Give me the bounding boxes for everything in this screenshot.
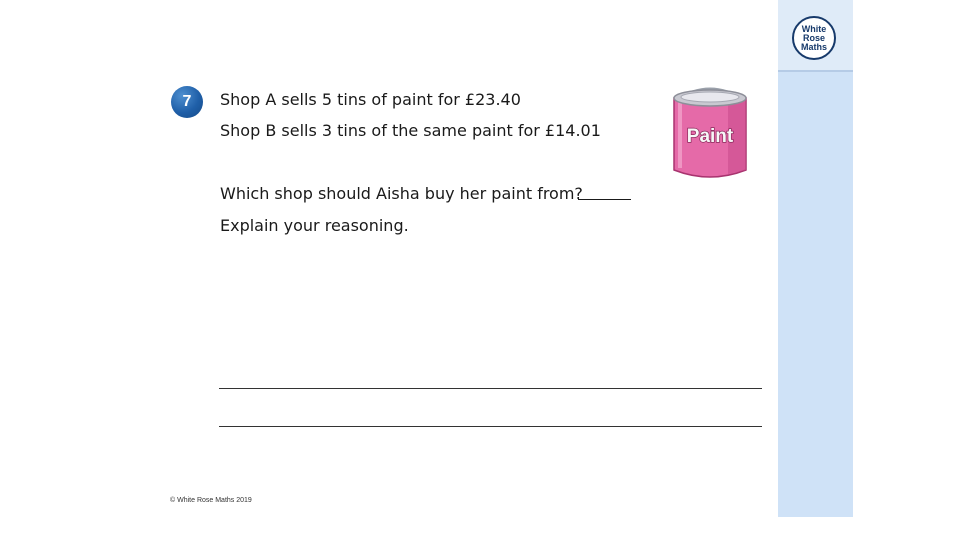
logo-line-2: Rose [802, 32, 825, 43]
question-prompt: Which shop should Aisha buy her paint from? [220, 184, 583, 203]
side-panel [778, 0, 853, 517]
answer-line-2[interactable] [219, 426, 762, 427]
question-line-2: Shop B sells 3 tins of the same paint for £14.01 [220, 121, 601, 140]
paint-can-icon [668, 82, 752, 182]
paint-label: Paint [686, 126, 734, 147]
question-line-1: Shop A sells 5 tins of paint for £23.40 [220, 90, 521, 109]
logo-line-3: Maths [800, 41, 827, 52]
answer-blank[interactable] [578, 199, 631, 200]
answer-line-1[interactable] [219, 388, 762, 389]
logo-line-1: White [801, 23, 827, 34]
copyright-footer: © White Rose Maths 2019 [170, 497, 252, 504]
question-number-badge: 7 [171, 86, 203, 118]
question-instruction: Explain your reasoning. [220, 216, 409, 235]
white-rose-maths-logo [792, 16, 836, 60]
